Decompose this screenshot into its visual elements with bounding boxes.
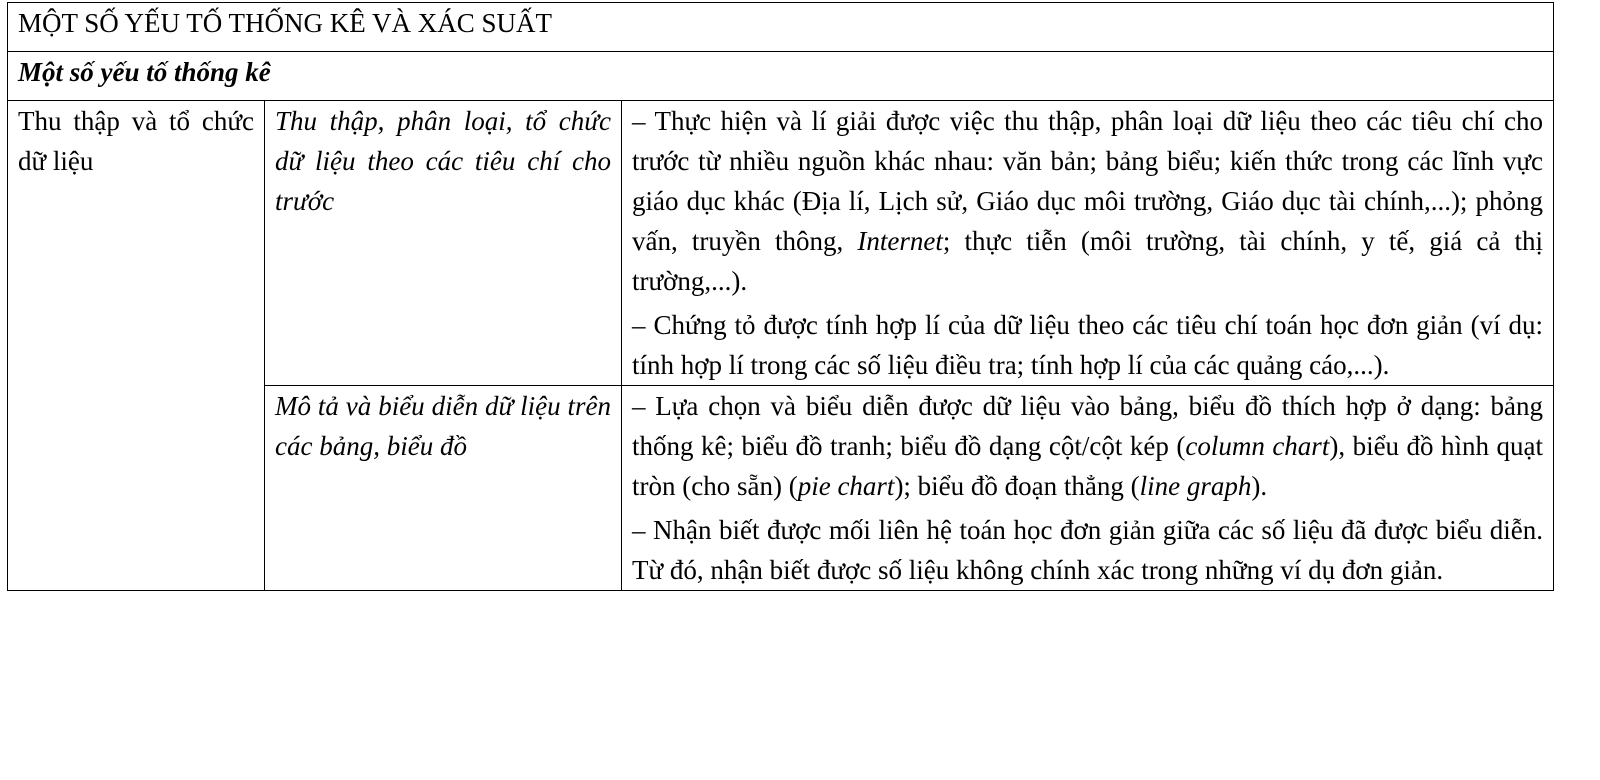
english-term: column chart xyxy=(1185,431,1330,461)
requirements-cell xyxy=(622,386,1554,591)
content-cell: Mô tả và biểu diễn dữ liệu trên các bảng, biểu đồ xyxy=(265,386,622,591)
topic-cell: Thu thập và tổ chức dữ liệu xyxy=(8,101,265,591)
english-term: pie chart xyxy=(797,471,895,501)
section-title: MỘT SỐ YẾU TỐ THỐNG KÊ VÀ XÁC SUẤT xyxy=(8,3,1554,52)
requirement-item: – Nhận biết được mối liên hệ toán học đơn giản giữa các số liệu đã được biểu diễn. Từ đó, nhận biết được số liệu không chính xác trong những ví dụ đơn giản. xyxy=(632,515,1544,585)
table-row xyxy=(8,101,1554,386)
requirement-item: – Chứng tỏ được tính hợp lí của dữ liệu theo các tiêu chí toán học đơn giản (ví dụ: tính hợp lí trong các số liệu điều tra; tính hợp lí của các quảng cáo,...). xyxy=(632,310,1544,380)
english-term: Internet xyxy=(857,226,943,256)
subsection-title: Một số yếu tố thống kê xyxy=(8,52,1554,101)
content-cell: Thu thập, phân loại, tổ chức dữ liệu theo các tiêu chí cho trước xyxy=(265,101,622,386)
section-header-row xyxy=(8,3,1554,52)
english-term: line graph xyxy=(1139,471,1252,501)
subsection-header-row xyxy=(8,52,1554,101)
curriculum-table xyxy=(7,2,1554,591)
requirements-cell xyxy=(622,101,1554,386)
requirement-item: – Lựa chọn và biểu diễn được dữ liệu vào bảng, biểu đồ thích hợp ở dạng: bảng thống kê; biểu đồ tranh; biểu đồ dạng cột/cột kép (column chart), biểu đồ hình quạt tròn (cho sẵn) (pie chart); biểu đồ đoạn thẳng (line graph). xyxy=(632,391,1544,501)
requirement-item: – Thực hiện và lí giải được việc thu thập, phân loại dữ liệu theo các tiêu chí cho trước từ nhiều nguồn khác nhau: văn bản; bảng biểu; kiến thức trong các lĩnh vực giáo dục khác (Địa lí, Lịch sử, Giáo dục môi trường, Giáo dục tài chính,...); phỏng vấn, truyền thông, Internet; thực tiễn (môi trường, tài chính, y tế, giá cả thị trường,...). xyxy=(632,106,1544,296)
